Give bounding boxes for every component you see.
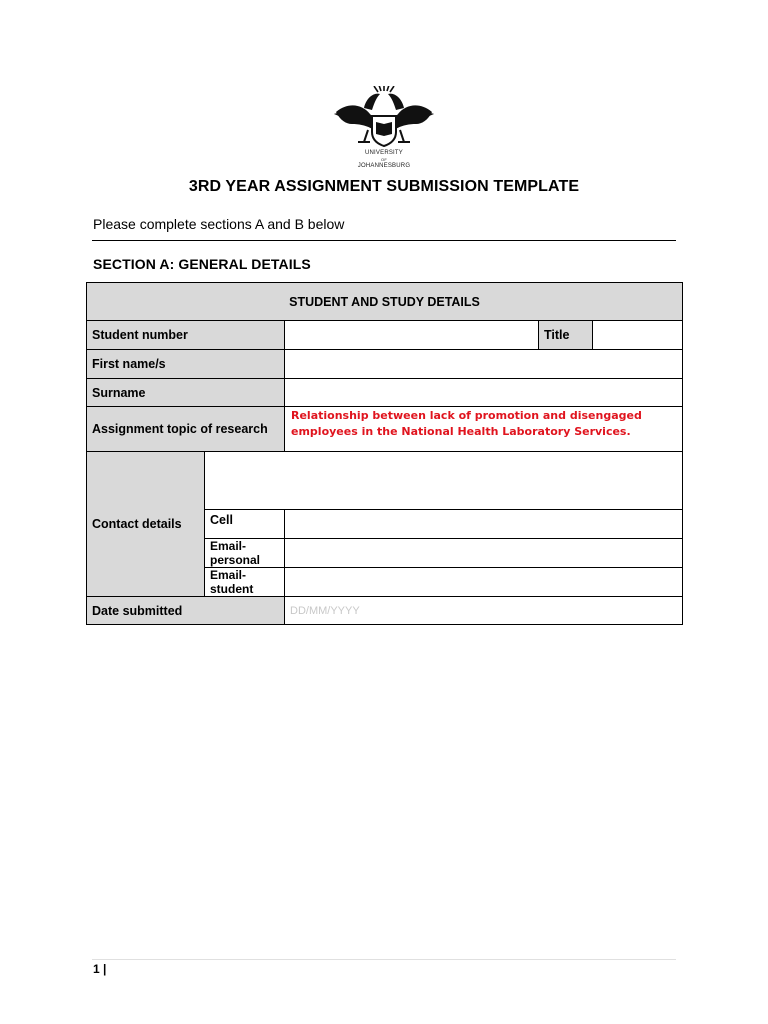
table-header: STUDENT AND STUDY DETAILS <box>86 282 683 321</box>
divider-line <box>92 240 676 241</box>
student-number-label: Student number <box>86 320 285 350</box>
contact-details-label: Contact details <box>86 451 205 597</box>
instructions-text: Please complete sections A and B below <box>93 216 345 232</box>
title-label: Title <box>538 320 593 350</box>
topic-field[interactable]: Relationship between lack of promotion and disengaged employees in the National Health Laboratory Services. <box>284 406 683 452</box>
email-student-field[interactable] <box>284 567 683 597</box>
title-field[interactable] <box>592 320 683 350</box>
section-a-heading: SECTION A: GENERAL DETAILS <box>93 256 311 272</box>
first-name-field[interactable] <box>284 349 683 379</box>
email-personal-field[interactable] <box>284 538 683 568</box>
document-title: 3RD YEAR ASSIGNMENT SUBMISSION TEMPLATE <box>188 178 580 195</box>
surname-field[interactable] <box>284 378 683 407</box>
logo-wordmark <box>334 150 434 170</box>
first-name-label: First name/s <box>86 349 285 379</box>
date-submitted-label: Date submitted <box>86 596 285 625</box>
logo-johannesburg: JOHANNESBURG <box>357 163 411 169</box>
surname-label: Surname <box>86 378 285 407</box>
date-submitted-field[interactable]: DD/MM/YYYY <box>284 596 683 625</box>
email-personal-label: Email- personal <box>204 538 285 568</box>
logo-of: OF <box>381 156 387 162</box>
page-number: 1 | <box>93 962 107 976</box>
footer-divider <box>92 959 676 960</box>
student-number-field[interactable] <box>284 320 539 350</box>
topic-label: Assignment topic of research <box>86 406 285 452</box>
contact-details-field[interactable] <box>204 451 683 510</box>
cell-label: Cell <box>204 509 285 539</box>
cell-field[interactable] <box>284 509 683 539</box>
student-details-table <box>86 282 683 625</box>
logo-university: UNIVERSITY <box>364 150 403 156</box>
email-student-label: Email- student <box>204 567 285 597</box>
